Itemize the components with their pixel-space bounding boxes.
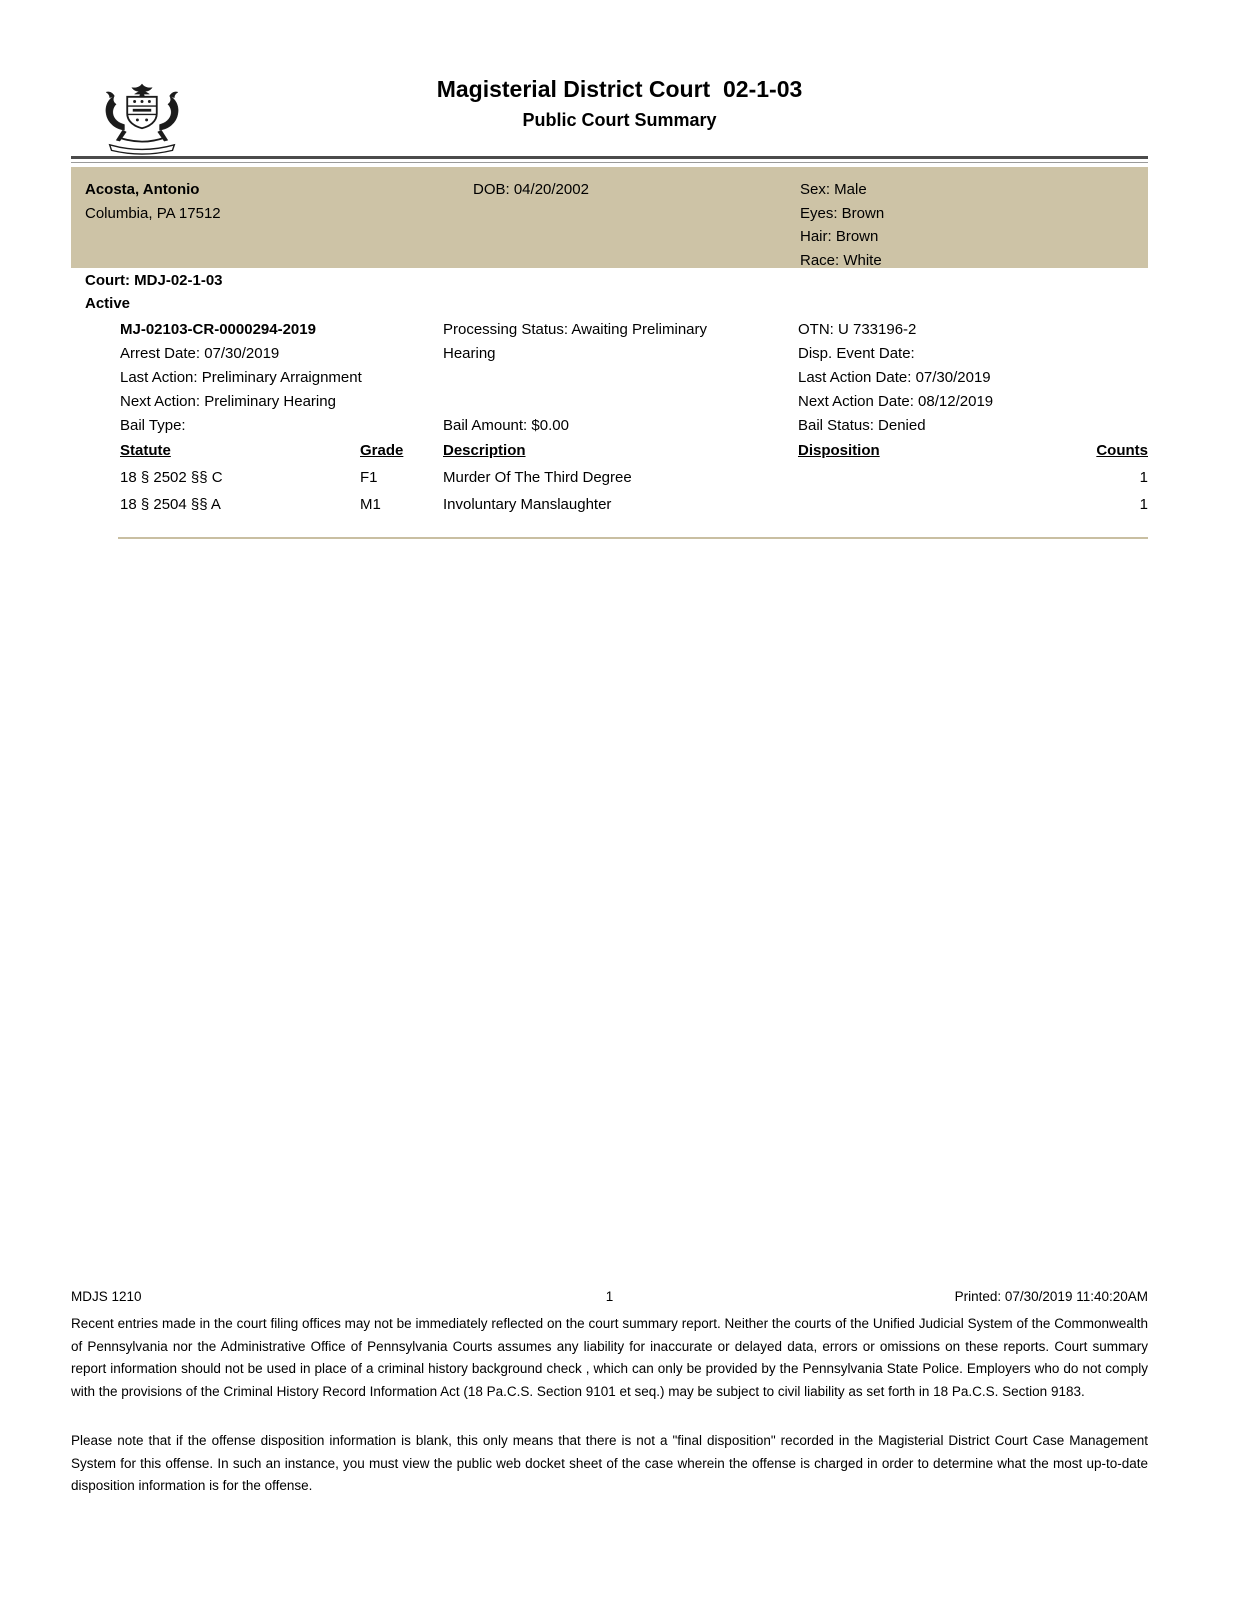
column-header-disposition: Disposition xyxy=(798,442,880,459)
court-label: Court: MDJ-02-1-03 xyxy=(85,272,223,289)
charge-disposition xyxy=(798,465,1088,490)
next-action: Next Action: Preliminary Hearing xyxy=(120,393,336,410)
arrest-date: Arrest Date: 07/30/2019 xyxy=(120,345,280,362)
last-action-date: Last Action Date: 07/30/2019 xyxy=(798,369,991,386)
disclaimer-paragraph-2: Please note that if the offense disposition information is blank, this only means that there is not a "final disposition" recorded in the Magisterial District Court Case Management System for this offense. In such an instance, you must view the public web docket sheet of the case wherein the offense is charged in order to determine what the most up-to-date disposition information is for the offense. xyxy=(71,1433,1148,1493)
printed-timestamp: Printed: 07/30/2019 11:40:20AM xyxy=(954,1289,1148,1304)
next-action-date: Next Action Date: 08/12/2019 xyxy=(798,393,994,410)
defendant-dob: DOB: 04/20/2002 xyxy=(473,181,589,198)
footer-meta-row xyxy=(71,1289,1148,1304)
column-header-grade: Grade xyxy=(360,442,404,459)
defendant-sex: Sex: Male xyxy=(800,181,867,198)
defendant-address: Columbia, PA 17512 xyxy=(85,205,221,222)
bail-type: Bail Type: xyxy=(120,417,186,434)
defendant-identity xyxy=(85,178,221,226)
page-footer xyxy=(71,1289,1148,1498)
case-status-label: Active xyxy=(85,295,131,312)
charge-description: Murder Of The Third Degree xyxy=(443,469,632,486)
column-header-statute: Statute xyxy=(120,442,171,459)
processing-status: Processing Status: Awaiting Preliminary Hearing xyxy=(443,321,708,362)
charge-disposition xyxy=(798,492,1088,517)
column-header-description: Description xyxy=(443,442,526,459)
defendant-descriptors xyxy=(800,178,884,272)
last-action: Last Action: Preliminary Arraignment xyxy=(120,369,362,386)
form-id: MDJS 1210 xyxy=(71,1289,142,1304)
charge-grade: M1 xyxy=(360,496,381,513)
defendant-info-band xyxy=(71,167,1148,268)
page-subtitle: Public Court Summary xyxy=(522,110,717,130)
bail-status: Bail Status: Denied xyxy=(798,417,926,434)
charge-description: Involuntary Manslaughter xyxy=(443,496,612,513)
charge-row xyxy=(120,465,1148,490)
page-title: Magisterial District Court 02-1-03 xyxy=(436,76,803,102)
defendant-race: Race: White xyxy=(800,251,882,269)
charge-statute: 18 § 2502 §§ C xyxy=(120,469,223,486)
charge-statute: 18 § 2504 §§ A xyxy=(120,496,221,513)
header-divider xyxy=(71,156,1148,163)
bail-amount: Bail Amount: $0.00 xyxy=(443,417,569,434)
header xyxy=(0,76,1239,131)
otn: OTN: U 733196-2 xyxy=(798,321,917,338)
column-header-counts: Counts xyxy=(1096,442,1148,459)
docket-number: MJ-02103-CR-0000294-2019 xyxy=(120,321,316,338)
charges-table-body xyxy=(120,465,1148,517)
charge-counts: 1 xyxy=(1139,496,1148,513)
disp-event-date: Disp. Event Date: xyxy=(798,345,915,362)
defendant-eyes: Eyes: Brown xyxy=(800,204,885,222)
case-details-right-column xyxy=(798,318,993,438)
charges-table xyxy=(120,438,1148,517)
page-number: 1 xyxy=(605,1289,614,1304)
disclaimer-paragraph-1: Recent entries made in the court filing offices may not be immediately reflected on the court summary report. Neither the courts of the Unified Judicial System of the Commonwealth of Pennsylvania nor the Administrative Office of Pennsylvania Courts assumes any liability for inaccurate or delayed data, errors or omissions on these reports. Court summary report information should not be used in place of a criminal history background check , which can only be provided by the Pennsylvania State Police. Employers who do not comply with the provisions of the Criminal History Record Information Act (18 Pa.C.S. Section 9101 et seq.) may be subject to civil liability as set forth in 18 Pa.C.S. Section 9183. xyxy=(71,1316,1148,1399)
charges-table-header xyxy=(120,438,1148,463)
case-details-left-column xyxy=(120,318,362,438)
defendant-name: Acosta, Antonio xyxy=(85,181,200,198)
defendant-hair: Hair: Brown xyxy=(800,228,879,245)
charge-grade: F1 xyxy=(360,469,378,486)
charge-row xyxy=(120,492,1148,517)
case-details-middle-column xyxy=(443,318,743,438)
case-section-divider xyxy=(118,537,1148,539)
charge-counts: 1 xyxy=(1139,469,1148,486)
